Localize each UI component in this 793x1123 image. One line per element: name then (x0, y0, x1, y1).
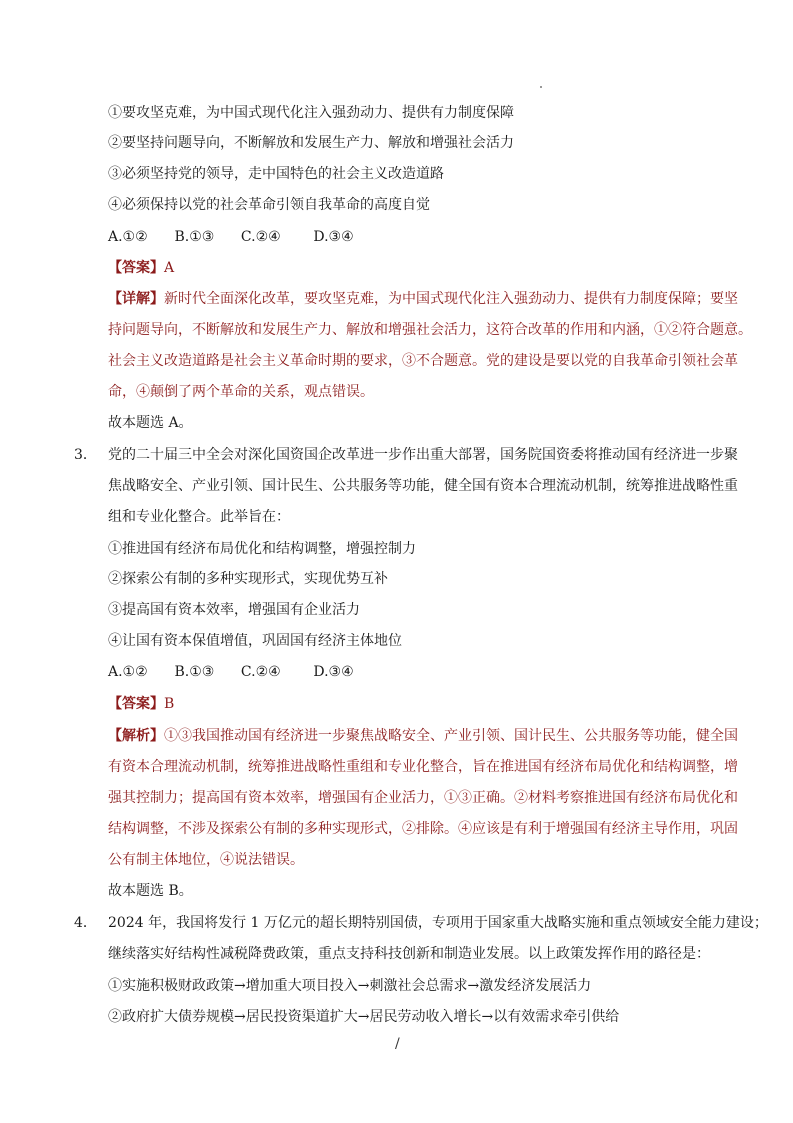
q2-answer (108, 258, 174, 278)
explain-text: 新时代全面深化改革，要攻坚克难，为中国式现代化注入强劲动力、提供有力制度保障；要坚 (164, 291, 738, 307)
q2-explain-line-3: 社会主义改造道路是社会主义革命时期的要求，③不合题意。党的建设是要以党的自我革命引领社会革 (108, 353, 738, 369)
q4-option-1: ①实施积极财政政策→增加重大项目投入→刺激社会总需求→激发经济发展活力 (108, 978, 592, 994)
q4-number: 4． (74, 915, 97, 931)
q4-stem-line-2: 继续落实好结构性减税降费政策，重点支持科技创新和制造业发展。以上政策发挥作用的路径是： (108, 946, 710, 962)
q2-explain-line-4: 命，④颠倒了两个革命的关系，观点错误。 (108, 384, 374, 400)
scan-speck (540, 86, 542, 88)
q4-stem-line-1: 2024 年，我国将发行 1 万亿元的超长期特别国债，专项用于国家重大战略实施和重点领域安全能力建设； (108, 915, 768, 931)
explain-tag: 【详解】 (108, 291, 164, 307)
answer-value: B (164, 696, 175, 712)
page-footer-mark: / (395, 1036, 400, 1052)
answer-tag: 【答案】 (108, 260, 164, 276)
explain-text: ①③我国推动国有经济进一步聚焦战略安全、产业引领、国计民生、公共服务等功能，健全国 (164, 728, 738, 744)
q2-option-3: ③必须坚持党的领导，走中国特色的社会主义改造道路 (108, 166, 444, 182)
q2-choice-a: A.①② (108, 229, 148, 245)
q4-option-2: ②政府扩大债券规模→居民投资渠道扩大→居民劳动收入增长→以有效需求牵引供给 (108, 1009, 620, 1025)
q3-number: 3． (74, 447, 97, 463)
q2-option-4: ④必须保持以党的社会革命引领自我革命的高度自觉 (108, 197, 430, 213)
q2-choices (108, 227, 354, 247)
q2-explain-line-2: 持问题导向，不断解放和发展生产力、解放和增强社会活力，这符合改革的作用和内涵，①②符合题意。 (108, 322, 752, 338)
q2-option-2: ②要坚持问题导向，不断解放和发展生产力、解放和增强社会活力 (108, 135, 514, 151)
q2-explain-line-1 (108, 289, 738, 309)
q3-stem-line-3: 组和专业化整合。此举旨在： (108, 509, 290, 525)
q3-choice-d: D.③④ (313, 664, 354, 680)
q2-option-1: ①要攻坚克难，为中国式现代化注入强劲动力、提供有力制度保障 (108, 105, 514, 121)
q3-option-3: ③提高国有资本效率，增强国有企业活力 (108, 602, 360, 618)
q3-option-4: ④让国有资本保值增值，巩固国有经济主体地位 (108, 633, 402, 649)
q3-stem-line-1: 党的二十届三中全会对深化国资国企改革进一步作出重大部署，国务院国资委将推动国有经济进一步聚 (108, 447, 738, 463)
q3-stem-line-2: 焦战略安全、产业引领、国计民生、公共服务等功能，健全国有资本合理流动机制，统筹推进战略性重 (108, 478, 738, 494)
q3-explain-line-1 (108, 726, 738, 746)
q3-choice-b: B.①③ (174, 664, 215, 680)
q3-explain-line-2: 有资本合理流动机制，统筹推进战略性重组和专业化整合，旨在推进国有经济布局优化和结构调整，增 (108, 759, 738, 775)
q3-explain-line-4: 结构调整，不涉及探索公有制的多种实现形式，②排除。④应该是有利于增强国有经济主导作用，巩固 (108, 821, 738, 837)
q3-option-2: ②探索公有制的多种实现形式，实现优势互补 (108, 571, 388, 587)
q2-conclusion: 故本题选 A。 (108, 415, 193, 431)
q2-choice-b: B.①③ (174, 229, 215, 245)
q3-explain-line-3: 强其控制力；提高国有资本效率，增强国有企业活力，①③正确。②材料考察推进国有经济布局优化和 (108, 790, 738, 806)
q3-option-1: ①推进国有经济布局优化和结构调整，增强控制力 (108, 541, 416, 557)
q3-choices (108, 662, 354, 682)
q2-choice-d: D.③④ (313, 229, 354, 245)
q3-conclusion: 故本题选 B。 (108, 883, 193, 899)
answer-value: A (164, 260, 175, 276)
explain-tag: 【解析】 (108, 728, 164, 744)
q3-answer (108, 694, 174, 714)
q3-choice-c: C.②④ (240, 664, 281, 680)
answer-tag: 【答案】 (108, 696, 164, 712)
q2-choice-c: C.②④ (240, 229, 281, 245)
q3-explain-line-5: 公有制主体地位，④说法错误。 (108, 852, 304, 868)
q3-choice-a: A.①② (108, 664, 148, 680)
